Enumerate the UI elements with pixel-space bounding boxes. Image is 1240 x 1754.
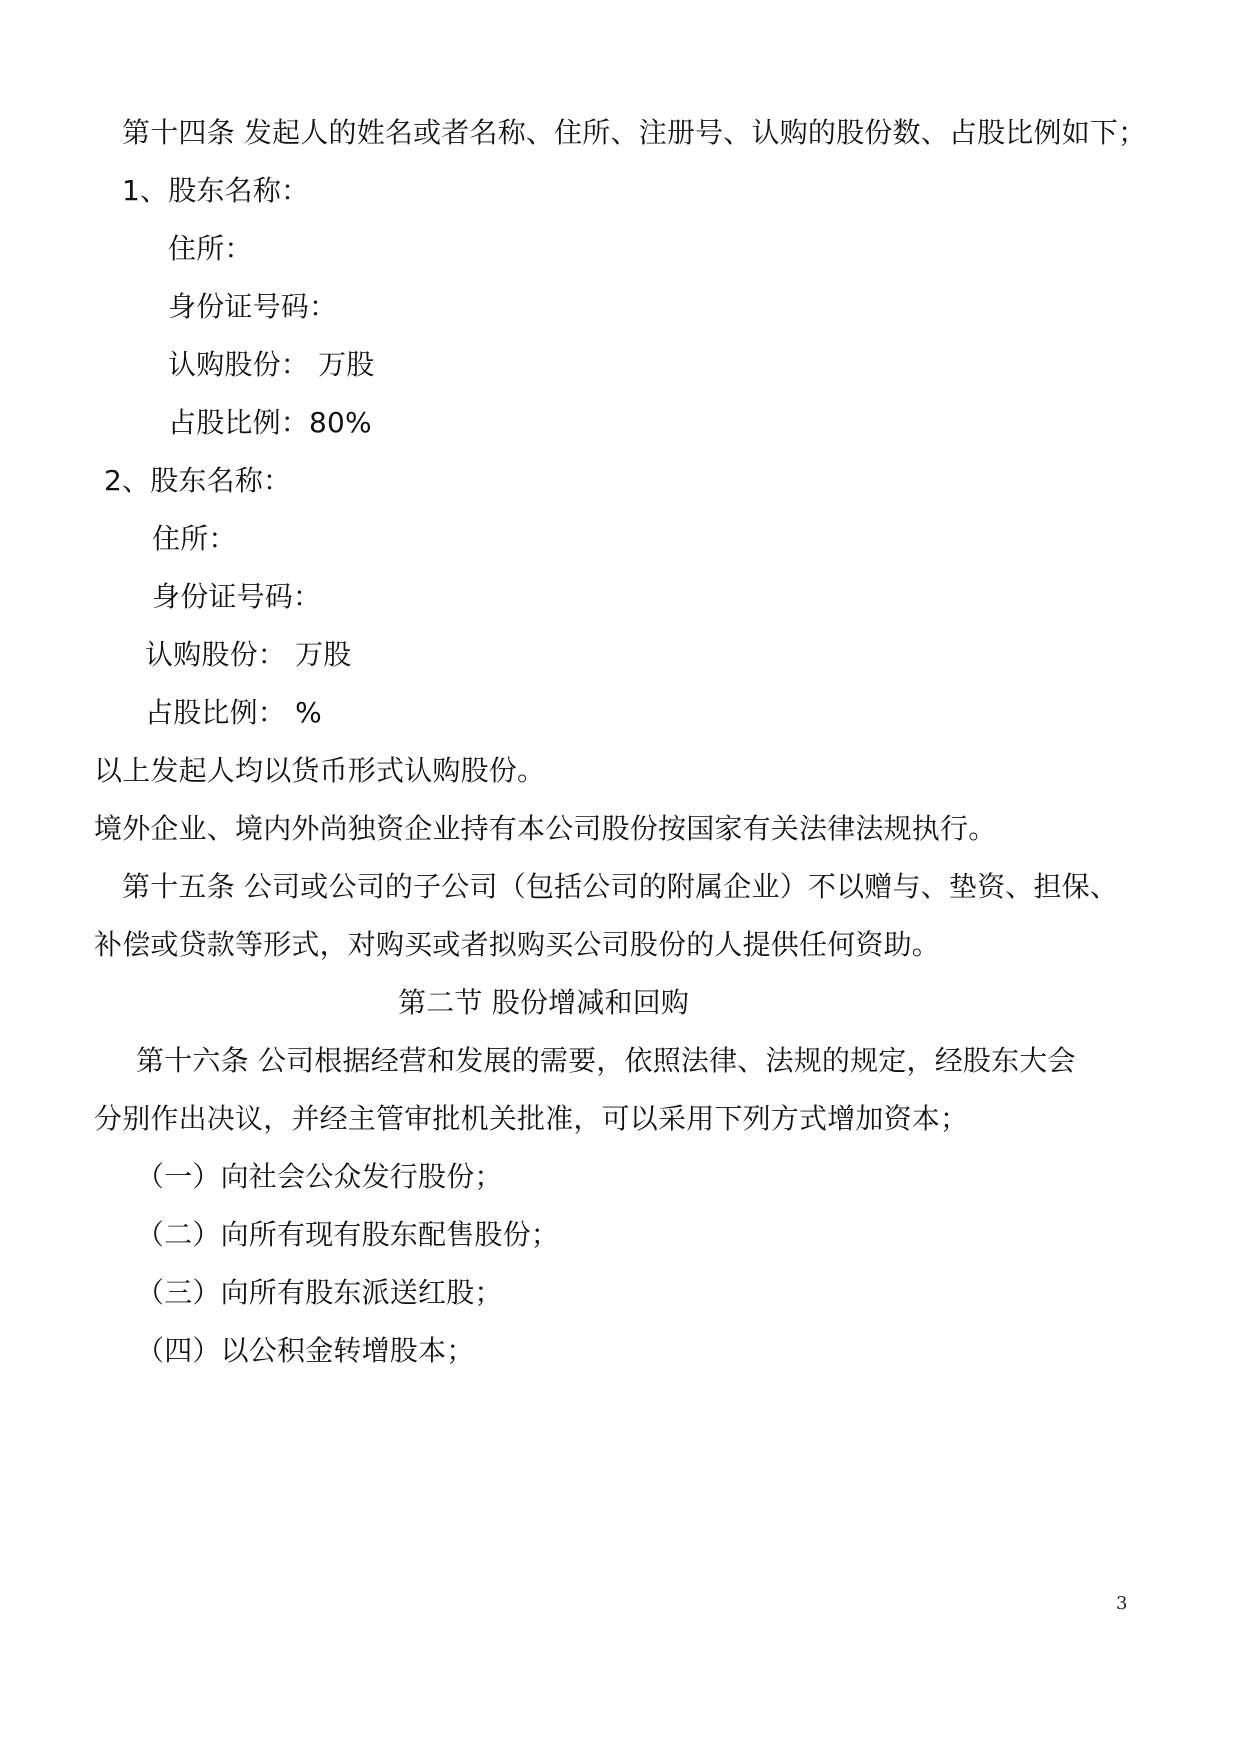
shareholder-2-address: 住所： bbox=[152, 522, 237, 555]
article-16-item-2: （二）向所有现有股东配售股份； bbox=[136, 1218, 560, 1251]
article-14-note-currency: 以上发起人均以货币形式认购股份。 bbox=[94, 754, 546, 787]
page-number: 3 bbox=[1116, 1593, 1128, 1614]
shareholder-2-shares: 认购股份： 万股 bbox=[145, 638, 352, 671]
article-15-line-1: 第十五条 公司或公司的子公司（包括公司的附属企业）不以赠与、垫资、担保、 bbox=[122, 870, 1119, 903]
article-16-item-1: （一）向社会公众发行股份； bbox=[136, 1160, 503, 1193]
shareholder-2-ratio: 占股比例： % bbox=[145, 696, 322, 729]
article-16-item-3: （三）向所有股东派送红股； bbox=[136, 1276, 503, 1309]
section-2-title: 第二节 股份增减和回购 bbox=[398, 986, 690, 1019]
shareholder-2-name: 2、股东名称： bbox=[104, 464, 292, 497]
shareholder-1-name: 1、股东名称： bbox=[122, 174, 310, 207]
article-16-item-4: （四）以公积金转增股本； bbox=[136, 1334, 475, 1367]
shareholder-1-address: 住所： bbox=[168, 232, 253, 265]
shareholder-1-ratio: 占股比例：80% bbox=[168, 406, 372, 439]
article-14-note-foreign: 境外企业、境内外尚独资企业持有本公司股份按国家有关法律法规执行。 bbox=[94, 812, 997, 845]
article-16-line-2: 分别作出决议，并经主管审批机关批准，可以采用下列方式增加资本； bbox=[94, 1102, 969, 1135]
article-16-line-1: 第十六条 公司根据经营和发展的需要，依照法律、法规的规定，经股东大会 bbox=[136, 1044, 1076, 1077]
shareholder-2-id-number: 身份证号码： bbox=[152, 580, 322, 613]
shareholder-1-id-number: 身份证号码： bbox=[168, 290, 338, 323]
shareholder-1-shares: 认购股份： 万股 bbox=[168, 348, 375, 381]
article-15-line-2: 补偿或贷款等形式，对购买或者拟购买公司股份的人提供任何资助。 bbox=[94, 928, 941, 961]
article-14-heading: 第十四条 发起人的姓名或者名称、住所、注册号、认购的股份数、占股比例如下； bbox=[122, 116, 1147, 149]
